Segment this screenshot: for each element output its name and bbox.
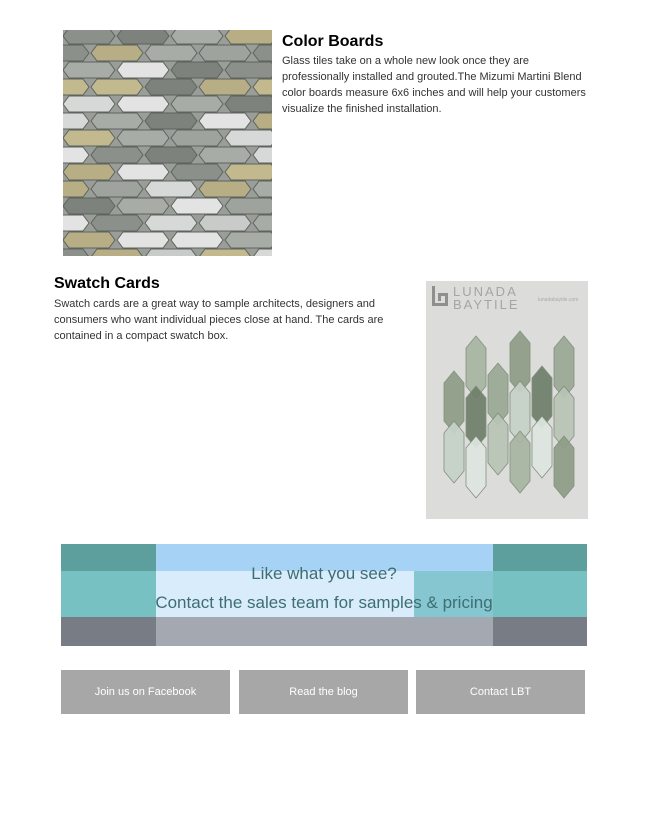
glass-tile — [225, 30, 272, 44]
glass-tile — [117, 96, 169, 112]
swatch-tile — [466, 436, 486, 498]
color-board-image — [63, 30, 272, 256]
glass-tile — [117, 164, 169, 180]
glass-tile — [63, 232, 115, 248]
swatch-cards-title: Swatch Cards — [54, 275, 160, 292]
glass-tile — [171, 96, 223, 112]
color-boards-title: Color Boards — [282, 33, 384, 50]
glass-tile — [199, 181, 251, 197]
logo-line-2: BAYTILE — [453, 297, 520, 312]
glass-tile — [199, 79, 251, 95]
glass-tile — [199, 215, 251, 231]
glass-tile — [63, 215, 89, 231]
glass-tile — [63, 113, 89, 129]
glass-tile — [171, 130, 223, 146]
glass-tile — [225, 198, 272, 214]
color-boards-description: Glass tiles take on a whole new look once they are professionally installed and grouted.The Mizumi Martini Blend color boards measure 6x6 inches and will help your customers visualize the finished installation. — [282, 55, 586, 115]
logo-url: lunadabaytile.com — [538, 297, 579, 303]
glass-tile — [63, 181, 89, 197]
glass-tile — [199, 113, 251, 129]
glass-tile — [91, 181, 143, 197]
banner-subheading: Contact the sales team for samples & pricing — [155, 593, 493, 612]
contact-sales-banner[interactable] — [61, 544, 587, 646]
glass-tile — [225, 96, 272, 112]
swatch-card-image — [426, 281, 588, 519]
glass-tile — [145, 215, 197, 231]
blog-button[interactable]: Read the blog — [239, 670, 408, 714]
glass-tile — [145, 249, 197, 256]
glass-tile — [91, 45, 143, 61]
glass-tile — [225, 62, 272, 78]
glass-tile — [171, 164, 223, 180]
glass-tile — [91, 79, 143, 95]
glass-tile — [145, 45, 197, 61]
glass-tile — [225, 164, 272, 180]
glass-tile — [63, 79, 89, 95]
swatch-tile — [488, 413, 508, 475]
glass-tile — [225, 232, 272, 248]
glass-tile-mosaic — [63, 30, 272, 256]
banner-block-c — [156, 617, 493, 646]
swatch-tile — [554, 436, 574, 498]
glass-tile — [91, 215, 143, 231]
facebook-button[interactable]: Join us on Facebook — [61, 670, 230, 714]
glass-tile — [91, 249, 143, 256]
glass-tile — [63, 62, 115, 78]
glass-tile — [63, 164, 115, 180]
glass-tile — [63, 198, 115, 214]
swatch-tile — [532, 416, 552, 478]
glass-tile — [171, 198, 223, 214]
glass-tile — [91, 147, 143, 163]
glass-tile — [117, 30, 169, 44]
glass-tile — [91, 113, 143, 129]
glass-tile — [171, 30, 223, 44]
glass-tile — [145, 113, 197, 129]
glass-tile — [199, 249, 251, 256]
glass-tile — [117, 232, 169, 248]
glass-tile — [63, 130, 115, 146]
swatch-tiles — [426, 281, 588, 519]
glass-tile — [145, 147, 197, 163]
glass-tile — [171, 62, 223, 78]
glass-tile — [117, 130, 169, 146]
glass-tile — [63, 147, 89, 163]
glass-tile — [225, 130, 272, 146]
glass-tile — [171, 232, 223, 248]
glass-tile — [117, 198, 169, 214]
glass-tile — [199, 45, 251, 61]
banner-heading: Like what you see? — [251, 564, 397, 583]
glass-tile — [145, 79, 197, 95]
logo-line-1: LUNADA — [453, 284, 518, 299]
glass-tile — [63, 96, 115, 112]
glass-tile — [145, 181, 197, 197]
swatch-cards-description: Swatch cards are a great way to sample architects, designers and consumers who want individual pieces close at hand. The cards are contained in a compact swatch box. — [54, 298, 384, 342]
swatch-tile — [444, 421, 464, 483]
swatch-tile — [510, 431, 530, 493]
glass-tile — [117, 62, 169, 78]
contact-button[interactable]: Contact LBT — [416, 670, 585, 714]
glass-tile — [199, 147, 251, 163]
glass-tile — [63, 30, 115, 44]
glass-tile — [63, 45, 89, 61]
